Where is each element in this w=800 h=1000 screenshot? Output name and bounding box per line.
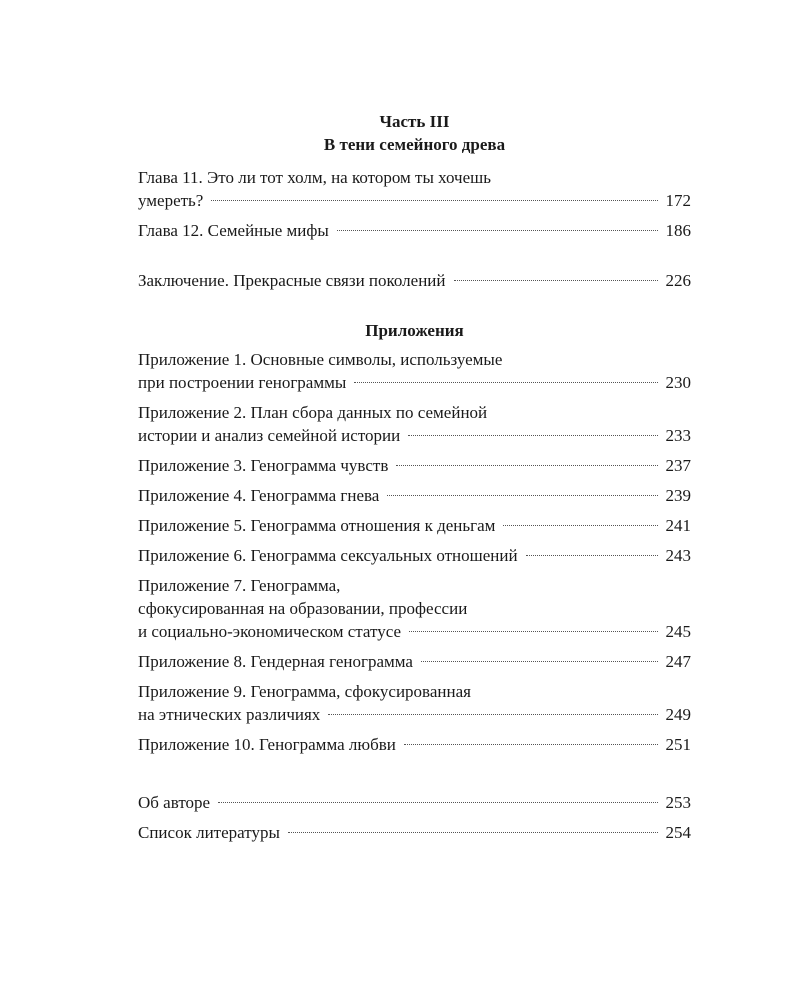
page-number: 233 <box>665 426 691 445</box>
toc-entry-last-line <box>138 189 691 212</box>
dot-leader <box>396 464 657 466</box>
part-title: Часть III <box>379 112 450 131</box>
dot-leader <box>337 229 658 231</box>
toc-entry-title: Список литературы <box>138 823 280 842</box>
toc-entry[interactable] <box>138 680 691 726</box>
toc-entry-line: Приложение 1. Основные символы, используемые <box>138 350 503 369</box>
toc-entry-last-line <box>138 620 691 643</box>
toc-entry-title: Об авторе <box>138 793 211 812</box>
toc-entry-last-line <box>138 219 691 242</box>
toc-entry-last-line <box>138 733 691 756</box>
dot-leader <box>354 381 657 383</box>
toc-entry[interactable] <box>138 733 691 756</box>
toc-entry[interactable] <box>138 544 691 567</box>
dot-leader <box>409 630 657 632</box>
toc-entry-last-line <box>138 269 691 292</box>
toc-entry-title: Приложение 8. Гендерная генограмма <box>138 652 413 671</box>
page-number: 230 <box>665 373 691 392</box>
toc-entry-last-line <box>138 454 691 477</box>
page-number: 243 <box>665 546 691 565</box>
appendices-list <box>138 348 691 756</box>
dot-leader <box>387 494 657 496</box>
toc-entry-last-line <box>138 821 691 844</box>
toc-entry[interactable] <box>138 166 691 212</box>
toc-entry-title: Глава 12. Семейные мифы <box>138 221 329 240</box>
toc-entry-line: Приложение 9. Генограмма, сфокусированная <box>138 682 471 701</box>
toc-entry-title: умереть? <box>138 191 204 210</box>
page-number: 241 <box>665 516 691 535</box>
toc-entry-title: Приложение 10. Генограмма любви <box>138 735 396 754</box>
page-number: 251 <box>665 735 691 754</box>
page-number: 239 <box>665 486 691 505</box>
toc-entry-line: Приложение 7. Генограмма, <box>138 576 341 595</box>
dot-leader <box>218 801 657 803</box>
appendices-title: Приложения <box>365 321 464 340</box>
dot-leader <box>211 199 657 201</box>
back-matter-list <box>138 791 691 844</box>
chapters-list <box>138 166 691 242</box>
toc-entry-title: на этнических различиях <box>138 705 321 724</box>
spacer <box>138 249 691 269</box>
toc-entry[interactable] <box>138 650 691 673</box>
page-number: 249 <box>665 705 691 724</box>
toc-entry-title: при построении генограммы <box>138 373 347 392</box>
toc-entry-title: Приложение 5. Генограмма отношения к деньгам <box>138 516 496 535</box>
toc-entry[interactable] <box>138 791 691 814</box>
toc-entry-title: Приложение 4. Генограмма гнева <box>138 486 380 505</box>
dot-leader <box>328 713 657 715</box>
page-number: 172 <box>665 191 691 210</box>
toc-entry-last-line <box>138 371 691 394</box>
toc-entry-title: истории и анализ семейной истории <box>138 426 401 445</box>
dot-leader <box>503 524 657 526</box>
conclusion-list <box>138 269 691 292</box>
toc-page <box>138 110 691 851</box>
page-number: 186 <box>665 221 691 240</box>
toc-entry[interactable] <box>138 514 691 537</box>
toc-entry-last-line <box>138 544 691 567</box>
dot-leader <box>288 831 658 833</box>
toc-entry-title: Приложение 6. Генограмма сексуальных отношений <box>138 546 518 565</box>
toc-entry[interactable] <box>138 348 691 394</box>
toc-entry[interactable] <box>138 269 691 292</box>
dot-leader <box>404 743 658 745</box>
toc-entry-title: и социально-экономическом статусе <box>138 622 402 641</box>
toc-entry-title: Заключение. Прекрасные связи поколений <box>138 271 446 290</box>
page-number: 237 <box>665 456 691 475</box>
toc-entry[interactable] <box>138 821 691 844</box>
toc-entry-line: Глава 11. Это ли тот холм, на котором ты хочешь <box>138 168 491 187</box>
toc-entry-title: Приложение 3. Генограмма чувств <box>138 456 389 475</box>
toc-entry-line: сфокусированная на образовании, профессии <box>138 599 468 618</box>
dot-leader <box>526 554 658 556</box>
page-number: 247 <box>665 652 691 671</box>
dot-leader <box>421 660 658 662</box>
toc-entry-last-line <box>138 424 691 447</box>
part-subtitle: В тени семейного древа <box>323 135 506 154</box>
toc-entry-line: Приложение 2. План сбора данных по семейной <box>138 403 488 422</box>
toc-entry[interactable] <box>138 401 691 447</box>
toc-entry-last-line <box>138 514 691 537</box>
dot-leader <box>408 434 657 436</box>
toc-entry[interactable] <box>138 484 691 507</box>
toc-entry[interactable] <box>138 454 691 477</box>
dot-leader <box>454 279 658 281</box>
toc-entry-last-line <box>138 650 691 673</box>
toc-entry-last-line <box>138 484 691 507</box>
page-number: 245 <box>665 622 691 641</box>
spacer <box>138 763 691 791</box>
page-number: 254 <box>665 823 691 842</box>
toc-entry[interactable] <box>138 219 691 242</box>
spacer <box>138 299 691 319</box>
toc-entry-last-line <box>138 791 691 814</box>
toc-entry-last-line <box>138 703 691 726</box>
page-number: 253 <box>665 793 691 812</box>
toc-entry[interactable] <box>138 574 691 643</box>
page-number: 226 <box>665 271 691 290</box>
